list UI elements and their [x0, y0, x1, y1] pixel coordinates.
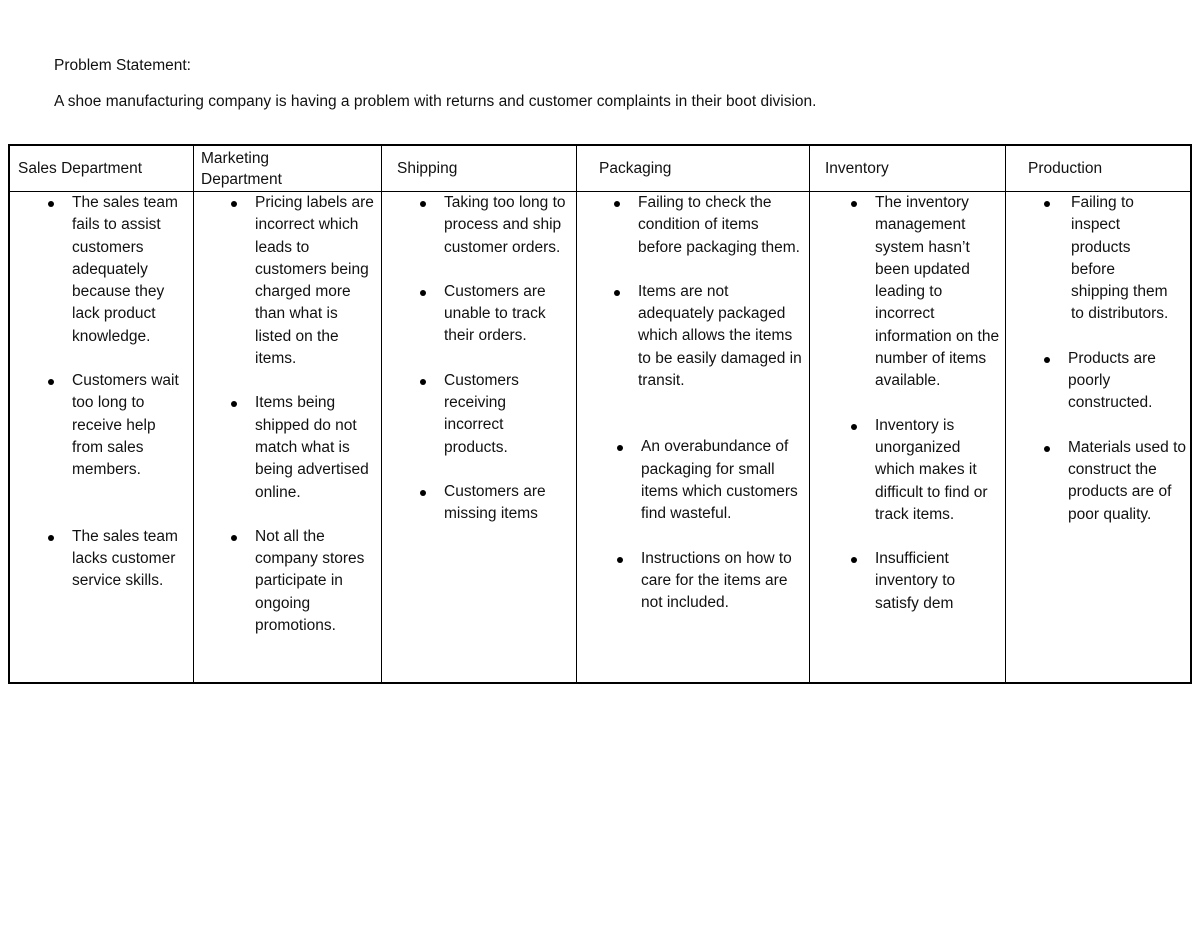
- bullet-icon: [851, 201, 857, 207]
- bullet-icon: [614, 290, 620, 296]
- list-item-text: Taking too long to process and ship customer orders.: [444, 194, 566, 256]
- list-item-text: Items being shipped do not match what is being advertised online.: [255, 394, 369, 501]
- bullet-icon: [617, 445, 623, 451]
- problem-statement-text: A shoe manufacturing company is having a problem with returns and customer complaints in their boot division.: [54, 93, 817, 110]
- bullet-icon: [231, 401, 237, 407]
- list-item-text: Customers receiving incorrect products.: [444, 371, 519, 456]
- header-shipping-label: Shipping: [397, 160, 458, 177]
- bullet-icon: [420, 290, 426, 296]
- header-sales-label: Sales Department: [18, 160, 143, 177]
- list-item: [875, 192, 1000, 393]
- list-item: [875, 415, 1000, 526]
- column-production: [1068, 192, 1196, 682]
- bullet-icon: [420, 490, 426, 496]
- list-item: [255, 192, 377, 370]
- column-divider: [809, 146, 810, 682]
- list-item: [444, 281, 568, 348]
- column-sales: [72, 192, 184, 682]
- header-production-label: Production: [1028, 160, 1103, 177]
- column-inventory: [875, 192, 1000, 682]
- bullet-icon: [617, 557, 623, 563]
- list-item: [638, 281, 804, 392]
- bullet-icon: [614, 201, 620, 207]
- list-item-text: Products are poorly constructed.: [1068, 349, 1156, 412]
- list-item: [72, 370, 184, 481]
- list-item-text: Materials used to construct the products are of poor quality.: [1068, 438, 1187, 523]
- list-item: [641, 436, 807, 525]
- bullet-icon: [1044, 201, 1050, 207]
- bullet-icon: [231, 535, 237, 541]
- column-divider: [576, 146, 577, 682]
- list-item-text: Customers are unable to track their orders.: [444, 282, 546, 345]
- list-item: [1068, 437, 1196, 526]
- list-item-text: Customers are missing items: [444, 482, 546, 523]
- column-divider: [1005, 146, 1006, 682]
- column-divider: [193, 146, 194, 682]
- column-divider: [381, 146, 382, 682]
- bullet-icon: [420, 201, 426, 207]
- header-production: [1028, 146, 1188, 191]
- list-item: [72, 192, 184, 348]
- list-item: [255, 392, 377, 503]
- bullet-icon: [420, 379, 426, 385]
- list-item-text: Customers wait too long to receive help from sales members.: [72, 372, 179, 479]
- list-item: [1068, 348, 1196, 415]
- bullet-icon: [48, 379, 54, 385]
- bullet-icon: [48, 535, 54, 541]
- header-divider: [10, 191, 1190, 192]
- bullet-icon: [851, 557, 857, 563]
- bullet-icon: [851, 424, 857, 430]
- list-item: [444, 370, 568, 459]
- list-item-text: The inventory management system hasn’t been updated leading to incorrect information on the number of items available.: [875, 194, 1000, 390]
- header-sales: [18, 146, 188, 191]
- bullet-icon: [48, 201, 54, 207]
- list-item: [638, 192, 804, 259]
- bullet-icon: [1044, 446, 1050, 452]
- list-item: [444, 192, 568, 259]
- list-item-text: The sales team fails to assist customers adequately because they lack product knowledge.: [72, 194, 178, 345]
- list-item-text: Failing to inspect products before shipping them to distributors.: [1071, 194, 1169, 323]
- header-packaging-label: Packaging: [599, 160, 672, 177]
- list-item: [875, 548, 1000, 615]
- list-item-text: The sales team lacks customer service skills.: [72, 527, 178, 590]
- bullet-icon: [231, 201, 237, 207]
- list-item-text: Not all the company stores participate in ongoing promotions.: [255, 527, 365, 635]
- list-item: [255, 526, 377, 637]
- list-item-text: Inventory is unorganized which makes it difficult to find or track items.: [875, 416, 988, 523]
- problem-statement-heading: Problem Statement:: [54, 57, 191, 74]
- column-packaging: [638, 192, 804, 682]
- header-inventory-label: Inventory: [825, 160, 889, 177]
- list-item: [641, 548, 807, 615]
- list-item-text: Pricing labels are incorrect which leads to customers being charged more than what is listed on the items.: [255, 194, 374, 368]
- list-item-text: Insufficient inventory to satisfy dem: [875, 550, 956, 612]
- header-marketing-label: Marketing Department: [201, 149, 282, 188]
- header-marketing: [201, 146, 331, 191]
- list-item-text: Items are not adequately packaged which allows the items to be easily damaged in transit.: [638, 282, 802, 390]
- header-inventory: [825, 146, 995, 191]
- list-item: [1071, 192, 1171, 326]
- list-item-text: An overabundance of packaging for small items which customers find wasteful.: [641, 438, 798, 523]
- column-shipping: [444, 192, 568, 682]
- fishbone-category-table: [8, 144, 1192, 684]
- list-item-text: Failing to check the condition of items before packaging them.: [638, 194, 800, 256]
- header-packaging: [599, 146, 799, 191]
- bullet-icon: [1044, 357, 1050, 363]
- header-shipping: [397, 146, 567, 191]
- list-item: [72, 526, 184, 593]
- column-marketing: [255, 192, 377, 682]
- list-item: [444, 481, 568, 526]
- list-item-text: Instructions on how to care for the items are not included.: [641, 549, 792, 612]
